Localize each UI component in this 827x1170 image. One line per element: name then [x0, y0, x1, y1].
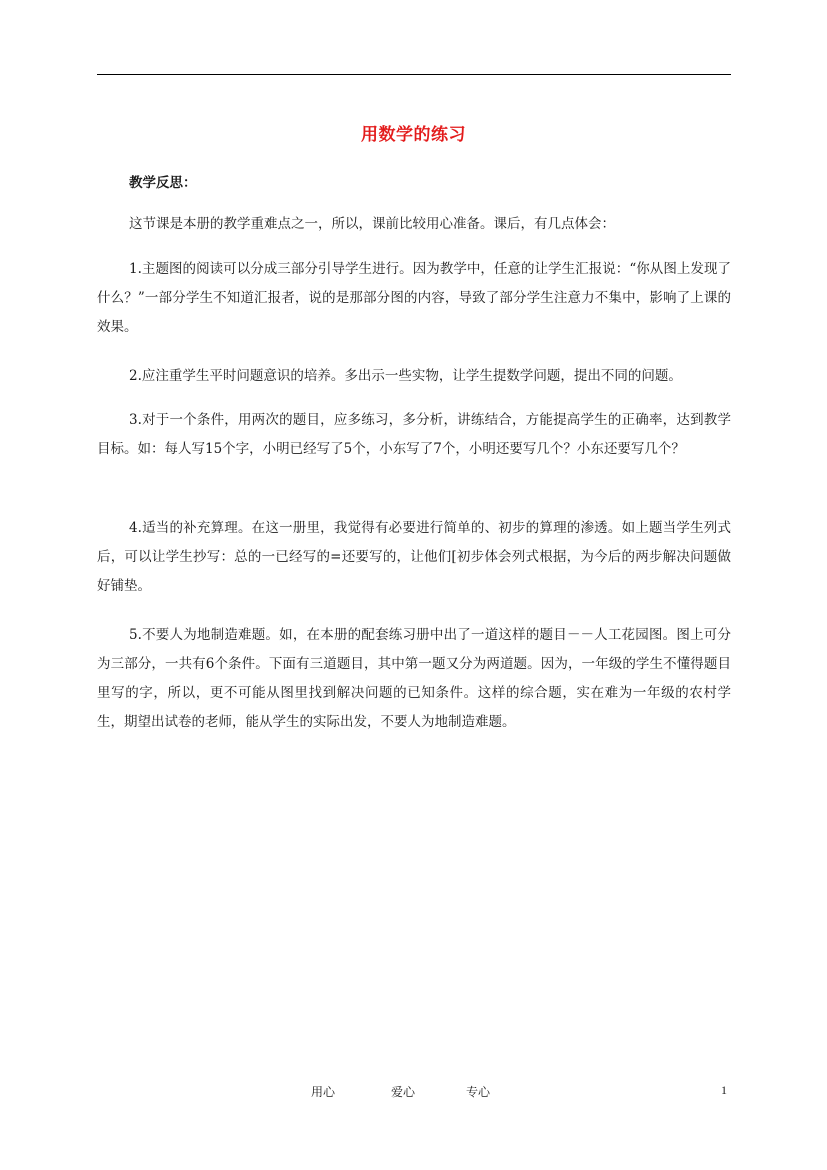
- paragraph-4: 4.适当的补充算理。在这一册里，我觉得有必要进行简单的、初步的算理的渗透。如上题当学生列式后，可以让学生抄写：总的一已经写的=还要写的，让他们[初步体会列式根据，为今后的两步解决问题做好铺垫。: [97, 520, 731, 594]
- footer-item-3: 专心: [466, 1085, 491, 1099]
- paragraph-5: 5.不要人为地制造难题。如，在本册的配套练习册中出了一道这样的题目－－人工花园图。图上可分为三部分，一共有6个条件。下面有三道题目，其中第一题又分为两道题。因为，一年级的学生不懂得题目里写的字，所以，更不可能从图里找到解决问题的已知条件。这样的综合题，实在难为一年级的农村学生，期望出试卷的老师，能从学生的实际出发，不要人为地制造难题。: [97, 627, 731, 730]
- paragraph-intro: 这节课是本册的教学重难点之一，所以，课前比较用心准备。课后，有几点体会：: [129, 216, 615, 232]
- section-heading: 教学反思：: [129, 175, 197, 191]
- header-rule: [97, 74, 731, 75]
- page-number: 1: [721, 1083, 727, 1097]
- footer-item-1: 用心: [311, 1085, 336, 1099]
- paragraph-2: 2.应注重学生平时问题意识的培养。多出示一些实物，让学生提数学问题，提出不同的问题。: [129, 368, 682, 384]
- footer-item-2: 爱心: [391, 1085, 416, 1099]
- document-title: 用数学的练习: [361, 125, 466, 145]
- paragraph-1: 1.主题图的阅读可以分成三部分引导学生进行。因为教学中，任意的让学生汇报说：“你从图上发现了什么？”一部分学生不知道汇报者，说的是那部分图的内容，导致了部分学生注意力不集中，影响了上课的效果。: [97, 261, 731, 335]
- page-footer: [0, 1083, 827, 1103]
- paragraph-3: 3.对于一个条件，用两次的题目，应多练习，多分析，讲练结合，方能提高学生的正确率，达到教学目标。如：每人写15个字，小明已经写了5个，小东写了7个，小明还要写几个？小东还要写几个？: [97, 412, 731, 457]
